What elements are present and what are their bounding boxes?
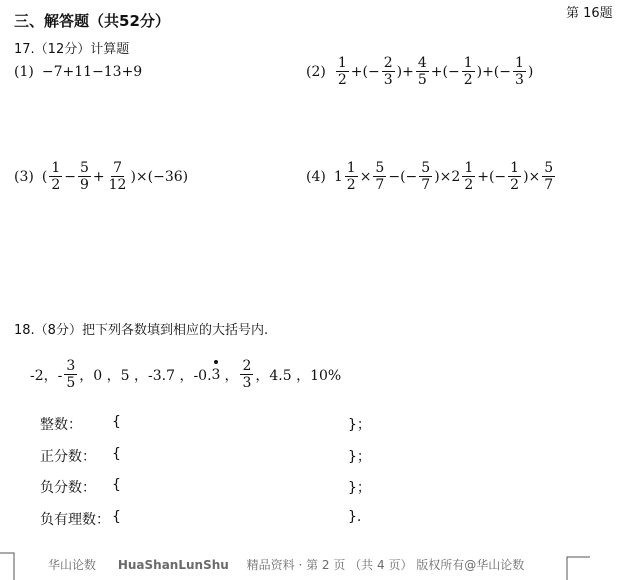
problem-4-number: (4) — [306, 168, 326, 185]
operator: )×2 — [434, 168, 461, 185]
question-number-label: 第 16题 — [566, 6, 613, 21]
operator: +(− — [477, 168, 507, 185]
operator: +(− — [430, 63, 460, 80]
fraction: $\frac{1}{2}$ — [510, 160, 520, 193]
problem-1 — [14, 64, 142, 80]
open-brace: { — [112, 477, 121, 493]
open-brace: { — [112, 509, 121, 525]
number-text: ，0 ，5 ，-3.7 ，-0. — [79, 367, 212, 384]
footer-brand: HuaShanLunShu — [117, 558, 229, 572]
q18-header: 18.（8分）把下列各数填到相应的大括号内. — [14, 323, 269, 338]
number-text: -2，- — [30, 367, 63, 384]
problem-1-number: (1) — [14, 64, 34, 80]
row-label-integers: 整数： — [40, 417, 82, 433]
fraction: $\frac{5}{7}$ — [421, 160, 431, 193]
problem-3-number: (3) — [14, 168, 34, 185]
number-list — [30, 358, 341, 391]
footer-info: 精品资料 · 第 2 页 （共 4 页） 版权所有@华山论数 — [246, 558, 525, 572]
fraction: $\frac{1}{2}$ — [51, 160, 61, 193]
close-brace: }. — [348, 509, 362, 525]
crop-mark-left-icon — [0, 552, 16, 580]
fraction: $\frac{1}{2}$ — [337, 55, 347, 88]
fraction: $\frac{5}{9}$ — [79, 160, 89, 193]
whole-number: 1 — [333, 168, 343, 185]
operator: ) — [527, 63, 534, 80]
section-title: 三、解答题（共52分） — [14, 12, 170, 30]
fraction: $\frac{5}{7}$ — [544, 160, 554, 193]
row-label-negative-fractions: 负分数： — [40, 480, 96, 496]
operator: −(− — [388, 168, 418, 185]
number-text: ， — [224, 367, 239, 384]
fraction: $\frac{4}{5}$ — [417, 55, 427, 88]
open-brace: { — [112, 414, 121, 430]
problem-4 — [306, 160, 557, 193]
fraction: $\frac{1}{3}$ — [515, 55, 524, 88]
operator: )+(− — [476, 63, 511, 80]
operator: ( — [41, 168, 48, 185]
problem-2-number: (2) — [306, 63, 326, 80]
fraction: $\frac{2}{3}$ — [242, 358, 252, 391]
close-brace: }； — [348, 449, 371, 465]
number-text: ，4.5 ，10% — [255, 367, 342, 384]
repeating-dot-icon — [214, 360, 218, 364]
fraction: $\frac{2}{3}$ — [383, 55, 393, 88]
repeating-digit: 3 — [212, 367, 221, 383]
page-footer — [48, 556, 538, 573]
fraction: $\frac{1}{2}$ — [346, 160, 356, 193]
crop-mark-right-icon — [566, 556, 590, 580]
footer-site: 华山论数 — [48, 558, 97, 572]
fraction: $\frac{5}{7}$ — [375, 160, 385, 193]
problem-2 — [306, 55, 533, 88]
close-brace: }； — [348, 480, 371, 496]
fraction: $\frac{1}{2}$ — [464, 160, 474, 193]
fraction: $\frac{7}{12}$ — [108, 160, 127, 193]
operator: )+ — [396, 63, 414, 80]
row-label-negative-rationals: 负有理数： — [40, 512, 110, 528]
operator: + — [92, 168, 105, 185]
q17-header: 17.（12分）计算题 — [14, 42, 130, 57]
operator: − — [64, 168, 76, 185]
operator: )× — [523, 168, 541, 185]
operator: )×(−36) — [130, 168, 189, 185]
operator: × — [359, 168, 372, 185]
operator: +(− — [350, 63, 380, 80]
fraction: $\frac{3}{5}$ — [66, 358, 76, 391]
fraction: $\frac{1}{2}$ — [463, 55, 473, 88]
problem-1-expression: −7+11−13+9 — [41, 64, 143, 80]
close-brace: }； — [348, 417, 371, 433]
open-brace: { — [112, 446, 121, 462]
row-label-positive-fractions: 正分数： — [40, 449, 96, 465]
problem-3 — [14, 160, 188, 193]
